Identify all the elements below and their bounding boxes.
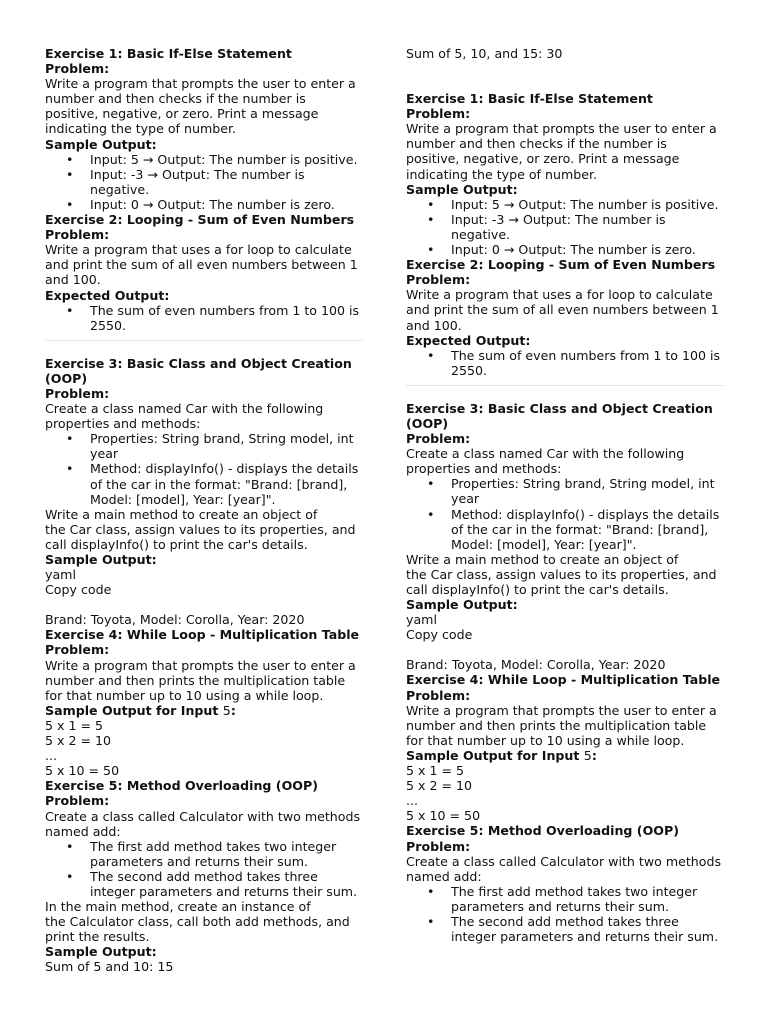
copy-code-button[interactable]: Copy code — [406, 627, 473, 643]
code-output: Brand: Toyota, Model: Corolla, Year: 2020 — [406, 657, 666, 673]
problem-label: Problem: — [406, 272, 471, 288]
list-item: • Input: 5 → Output: The number is positive. — [451, 197, 724, 212]
problem-text: Create a class called Calculator with two methods named add: — [406, 853, 722, 884]
output-line: Sum of 5, 10, and 15: 30 — [406, 46, 563, 61]
bullet-list — [406, 476, 724, 551]
list-item: • Input: 0 → Output: The number is zero. — [451, 242, 724, 257]
list-item: • The first add method takes two integer parameters and returns their sum. — [90, 839, 363, 869]
bullet-list — [45, 152, 363, 212]
sample-label-colon: : — [591, 747, 597, 763]
problem-label: Problem: — [45, 642, 110, 658]
exercise-4 — [406, 672, 724, 823]
list-item: • Properties: String brand, String model, int year — [90, 431, 363, 461]
code-language-label: yaml — [406, 612, 437, 628]
sample-output-label: Sample Output: — [406, 597, 518, 613]
bullet-list — [406, 197, 724, 257]
exercise-title: Exercise 2: Looping - Sum of Even Numbers — [45, 212, 355, 228]
problem-text: Create a class named Car with the following properties and methods: — [406, 446, 685, 477]
exercise-title: Exercise 4: While Loop - Multiplication Table — [45, 627, 360, 643]
problem-text: Write a program that uses a for loop to calculate and print the sum of all even numbers between 1 and 100. — [45, 242, 358, 288]
problem-label: Problem: — [45, 227, 110, 243]
list-item: • The second add method takes three integer parameters and returns their sum. — [90, 869, 363, 899]
spacer — [406, 642, 724, 657]
exercise-3 — [45, 356, 363, 628]
exercise-title: Exercise 2: Looping - Sum of Even Numbers — [406, 257, 716, 273]
sample-input-value: 5 — [222, 702, 231, 718]
sample-label-text: Sample Output for Input — [406, 747, 584, 763]
main-method-text: the Car class, assign values to its properties, and call displayInfo() to print the car's details. — [406, 566, 717, 597]
spacer — [45, 597, 363, 612]
problem-text: Create a class called Calculator with two methods named add: — [45, 808, 361, 839]
sample-label-text: Sample Output for Input — [45, 702, 223, 718]
problem-text: Write a program that uses a for loop to calculate and print the sum of all even numbers between 1 and 100. — [406, 287, 719, 333]
exercise-title: Exercise 1: Basic If-Else Statement — [45, 46, 292, 61]
exercise-2 — [45, 212, 363, 333]
list-item: • The sum of even numbers from 1 to 100 is 2550. — [451, 348, 724, 378]
sample-output-label: Sample Output: — [45, 136, 157, 152]
output-line: 5 x 1 = 5 — [45, 717, 104, 733]
sample-output-label: Sample Output: — [45, 944, 157, 960]
problem-label: Problem: — [406, 687, 471, 703]
problem-label: Problem: — [45, 385, 110, 401]
exercise-5 — [45, 778, 363, 974]
output-line: ... — [406, 793, 419, 809]
problem-label: Problem: — [406, 431, 471, 447]
main-method-line: Write a main method to create an object of — [45, 506, 318, 522]
list-item: • Input: 0 → Output: The number is zero. — [90, 197, 363, 212]
divider — [45, 340, 363, 341]
list-item: • Method: displayInfo() - displays the details of the car in the format: "Brand: [brand], Model: [model], Year: [year]". — [451, 507, 724, 552]
main-method-line: In the main method, create an instance of — [45, 899, 311, 915]
bullet-list — [406, 884, 724, 944]
list-item: • The second add method takes three integer parameters and returns their sum. — [451, 914, 724, 944]
list-item: • The sum of even numbers from 1 to 100 is 2550. — [90, 303, 363, 333]
divider — [406, 385, 724, 386]
exercise-1 — [45, 46, 363, 212]
sample-output-label: Sample Output: — [45, 552, 157, 567]
exercise-4 — [45, 627, 363, 778]
sample-output-label — [45, 703, 363, 718]
sample-input-value: 5 — [583, 747, 592, 763]
output-line: 5 x 2 = 10 — [45, 733, 112, 749]
exercise-2 — [406, 257, 724, 378]
left-column — [45, 46, 363, 975]
exercise-5 — [406, 823, 724, 944]
exercise-title: Exercise 5: Method Overloading (OOP) — [406, 823, 679, 839]
list-item: • Properties: String brand, String model, int year — [451, 476, 724, 506]
sample-output-label — [406, 748, 724, 763]
exercise-title: Exercise 4: While Loop - Multiplication Table — [406, 672, 721, 688]
exercise-title: Exercise 1: Basic If-Else Statement — [406, 91, 653, 107]
code-output: Brand: Toyota, Model: Corolla, Year: 2020 — [45, 612, 305, 628]
code-language-label: yaml — [45, 567, 76, 583]
output-line: 5 x 10 = 50 — [406, 808, 481, 824]
problem-label: Problem: — [406, 838, 471, 854]
sample-label-colon: : — [230, 702, 236, 718]
exercise-title: Exercise 3: Basic Class and Object Creation (OOP) — [45, 355, 352, 386]
main-method-text: the Calculator class, call both add methods, and print the results. — [45, 914, 350, 945]
bullet-list — [45, 431, 363, 506]
exercise-1 — [406, 91, 724, 257]
bullet-list — [45, 303, 363, 333]
list-item: • Input: -3 → Output: The number is negative. — [451, 212, 724, 242]
output-line: Sum of 5 and 10: 15 — [45, 959, 174, 975]
exercise-title: Exercise 5: Method Overloading (OOP) — [45, 778, 318, 794]
expected-output-label: Expected Output: — [45, 287, 170, 303]
list-item: • The first add method takes two integer parameters and returns their sum. — [451, 884, 724, 914]
output-line: ... — [45, 748, 58, 764]
expected-output-label: Expected Output: — [406, 332, 531, 348]
bullet-list — [406, 348, 724, 378]
main-method-line: Write a main method to create an object of — [406, 551, 679, 567]
list-item: • Method: displayInfo() - displays the details of the car in the format: "Brand: [brand], Model: [model], Year: [year]". — [90, 461, 363, 506]
problem-text: Write a program that prompts the user to enter a number and then checks if the number is positive, negative, or zero. Print a message indicating the type of number. — [45, 76, 356, 137]
exercise-title: Exercise 3: Basic Class and Object Creation (OOP) — [406, 400, 713, 431]
output-line: 5 x 2 = 10 — [406, 778, 473, 794]
right-column — [406, 46, 724, 944]
problem-text: Write a program that prompts the user to enter a number and then prints the multiplication table for that number up to 10 using a while loop. — [406, 702, 717, 748]
main-method-text: the Car class, assign values to its properties, and call displayInfo() to print the car's details. — [45, 521, 356, 552]
list-item: • Input: 5 → Output: The number is positive. — [90, 152, 363, 167]
output-line: 5 x 10 = 50 — [45, 763, 120, 779]
problem-label: Problem: — [45, 793, 110, 809]
problem-text: Write a program that prompts the user to enter a number and then checks if the number is positive, negative, or zero. Print a message indicating the type of number. — [406, 121, 717, 182]
output-line: 5 x 1 = 5 — [406, 763, 465, 779]
exercise-3 — [406, 401, 724, 673]
list-item: • Input: -3 → Output: The number is negative. — [90, 167, 363, 197]
spacer — [406, 61, 724, 91]
problem-text: Write a program that prompts the user to enter a number and then prints the multiplication table for that number up to 10 using a while loop. — [45, 657, 356, 703]
bullet-list — [45, 839, 363, 899]
problem-label: Problem: — [406, 106, 471, 122]
problem-text: Create a class named Car with the following properties and methods: — [45, 401, 324, 432]
sample-output-label: Sample Output: — [406, 181, 518, 197]
copy-code-button[interactable]: Copy code — [45, 582, 112, 598]
problem-label: Problem: — [45, 61, 110, 77]
